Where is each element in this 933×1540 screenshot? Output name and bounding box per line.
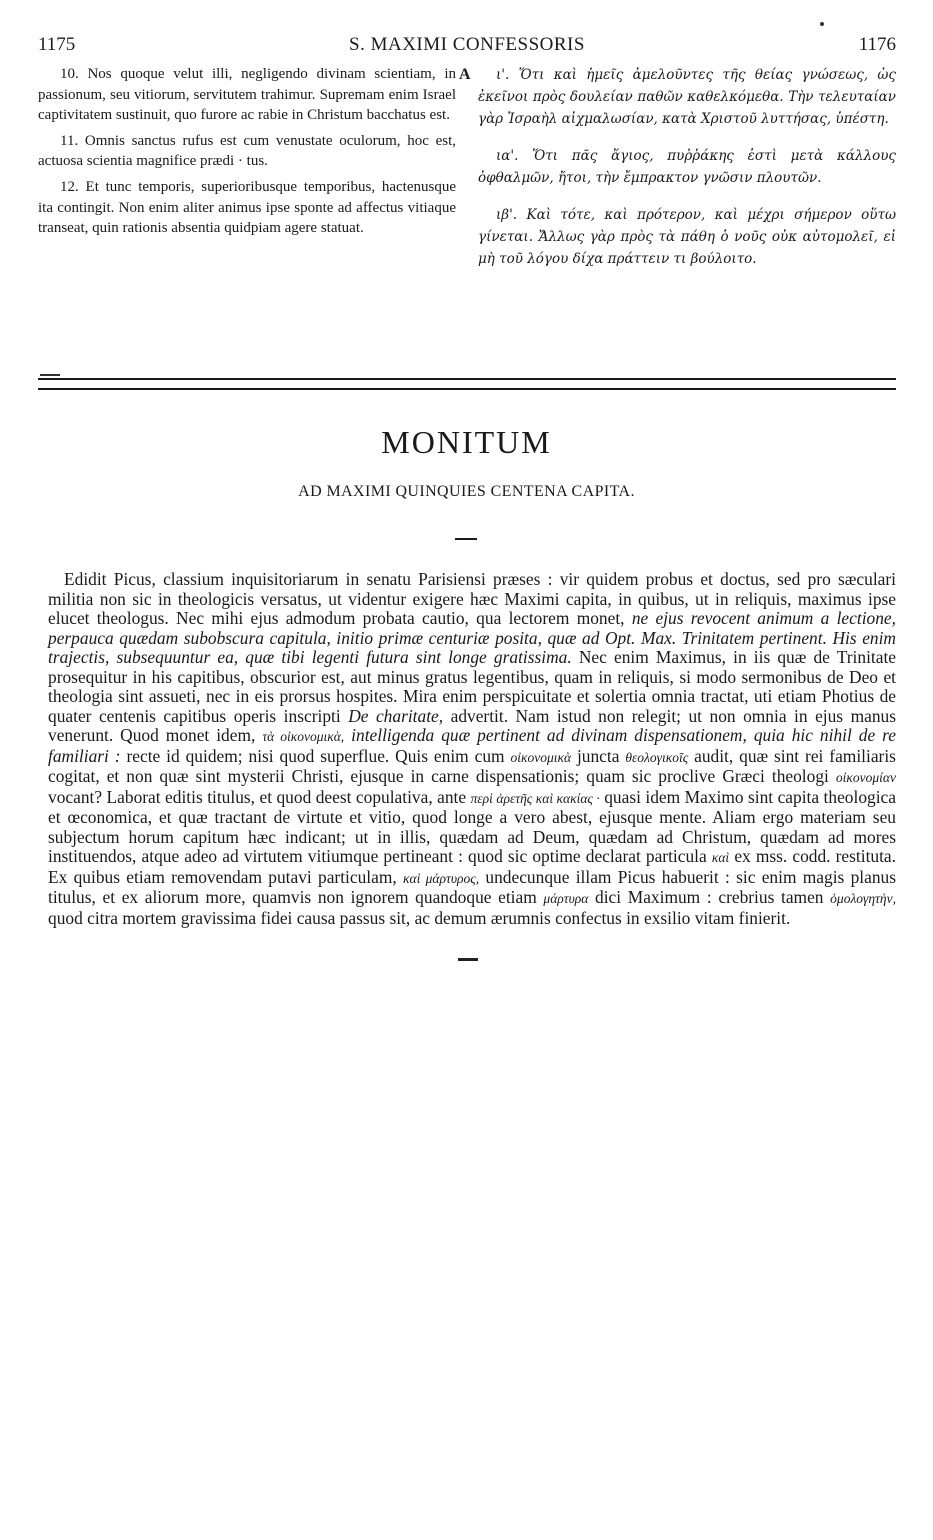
greek-term: θεολογικοῖς — [625, 749, 689, 765]
page-header — [38, 34, 896, 60]
latin-paragraph: 11. Omnis sanctus rufus est cum venustate oculorum, hoc est, actuosa scientia magnifice prædi · tus. — [38, 132, 456, 170]
greek-paragraph: ια'. Ὅτι πᾶς ἅγιος, πυῤῥάκης ἐστὶ μετὰ κάλλους ὀφθαλμῶν, ἤτοι, τὴν ἔμπρακτον γνῶσιν πλουτῶν. — [478, 148, 896, 186]
text-run: advertit. Nam istud non relegit; ut non omnia in ejus manus venerunt. Quod monet idem, — [48, 705, 896, 745]
text-run: dici Maximum : crebrius tamen — [595, 887, 824, 907]
column-number-right: 1176 — [858, 34, 896, 55]
print-speck — [820, 22, 824, 26]
text-run: audit, quæ sint rei familiaris cogitat, et non quæ sint mysterii Christi, ejusque in carne dispensationis; quam sic proclive Græci theologi — [48, 745, 896, 786]
text-run: ex mss. codd. restituta. Ex quibus etiam removendam putavi particulam, — [48, 846, 896, 887]
greek-term: καὶ — [711, 850, 730, 865]
text-run: quod citra mortem gravissima fidei causa passus sit, ac demum ærumnis confectus in exsilio vitam finierit. — [48, 907, 791, 928]
italic-quote: ne ejus revocent animum a lectione, perpauca quædam subobscura capitula, initio primæ centuriæ posita, quæ ad Opt. Max. Trinitatem pertinent. His enim trajectis, subsequuntur ea, quæ tibi legenti futura sint longe gratissima. — [48, 608, 896, 667]
text-run: Nec enim Maximus, in iis quæ de Trinitate prosequitur in his capitibus, obscurior est, aut minus gratus legentibus, quam in reliquis, si modo sermonibus de Deo et theologia sint assueti, nec in eis prorsus hospites. Mira enim perspicuitate et solertia omnia tractat, uti etiam Photius de quater centenis capitibus operis inscripti — [48, 647, 896, 726]
section-subtitle: AD MAXIMI QUINQUIES CENTENA CAPITA. — [298, 483, 635, 500]
text-run: Edidit Picus, classium inquisitoriarum in senatu Parisiensi præses : vir quidem probus et doctus, sed pro sæculari militia non sic in theologicis versatus, ut videntur exigere hæc Maximi capita, in quibus, ut in reliquis, maximus ipse elucet theologus. Nec mihi ejus admodum probata cautio, qua lectorem monet, — [48, 569, 896, 628]
running-title: S. MAXIMI CONFESSORIS — [349, 34, 585, 55]
text-run: juncta — [576, 745, 620, 766]
greek-term: μάρτυρα — [543, 891, 589, 906]
greek-column — [478, 64, 896, 285]
greek-term: καὶ μάρτυρος, — [403, 870, 480, 886]
greek-term: περὶ ἀρετῆς καὶ κακίας · — [470, 790, 600, 806]
greek-term: οἰκονομίαν — [835, 770, 896, 785]
text-run: recte id quidem; nisi quod superflue. Quis enim cum — [126, 745, 505, 766]
greek-paragraph: ιβ'. Καὶ τότε, καὶ πρότερον, καὶ μέχρι σήμερον οὕτω γίνεται. Ἄλλως γὰρ πρὸς τὰ πάθη ὁ νοῦς οὐκ αὐτομολεῖ, εἰ μὴ τοῦ λόγου δίχα πράττειν τι βούλοιτο. — [478, 207, 896, 267]
text-run: vocant? Laborat editis titulus, et quod deest copulativa, ante — [48, 786, 467, 807]
greek-term: οἰκονομικὰ — [510, 749, 572, 765]
column-number-left: 1175 — [38, 34, 76, 55]
text-run: undecunque illam Picus habuerit : sic enim magis planus titulus, et ex aliorum more, quamvis non ignorem quandoque etiam — [48, 866, 896, 907]
bottom-print-mark — [458, 958, 478, 961]
greek-term: ὁμολογητὴν, — [830, 891, 896, 906]
latin-paragraph: 10. Nos quoque velut illi, negligendo divinam scientiam, in passionum, seu vitiorum, servitutem trahimur. Supremam enim Israel captivitatem sustinuit, quo furore ac rabie in Christum bacchatus est. — [38, 66, 456, 124]
latin-paragraph: 12. Et tunc temporis, superioribusque temporibus, hactenusque ita contingit. Non enim aliter animus ipse sponte ad affectus vitiaque transeat, quin rationis absentia quidpiam agere statuat. — [38, 178, 456, 237]
greek-paragraph: ι'. Ὅτι καὶ ἡμεῖς ἀμελοῦντες τῆς θείας γνώσεως, ὡς ἐκεῖνοι πρὸς δουλείαν παθῶν καθελκόμεθα. Τὴν τελευταίαν γὰρ Ἰσραὴλ αἰχμαλωσίαν, κατὰ Χριστοῦ λυττήσας, ὑπέστη. — [478, 67, 896, 127]
short-divider — [455, 538, 477, 540]
monitum-paragraph — [48, 570, 896, 928]
text-run: quasi idem Maximo sint capita theologica et œconomica, et quæ tractant de virtute et vitio, quod longe a vero abest, ejusque mente. Aliam ergo materiam seu subjectum horum capitum hæc indicant; ut in illis, quædam ad Deum, quædam ad Christum, quædam ad mores instituendos, atque adeo ad virtutem vitiumque pertineant : quod sic optime declarat particula — [48, 786, 896, 866]
italic-quote: intelligenda quæ pertinent ad divinam dispensationem, quia hic nihil de re familiari : — [48, 725, 897, 766]
double-rule-divider — [38, 378, 896, 390]
monitum-body — [48, 570, 896, 928]
latin-column — [38, 64, 456, 244]
italic-title: De charitate, — [348, 705, 444, 726]
rule-mark — [40, 374, 60, 376]
section-marker: A — [459, 66, 471, 83]
greek-term: τὰ οἰκονομικὰ, — [262, 729, 345, 744]
section-title: MONITUM — [381, 424, 552, 460]
